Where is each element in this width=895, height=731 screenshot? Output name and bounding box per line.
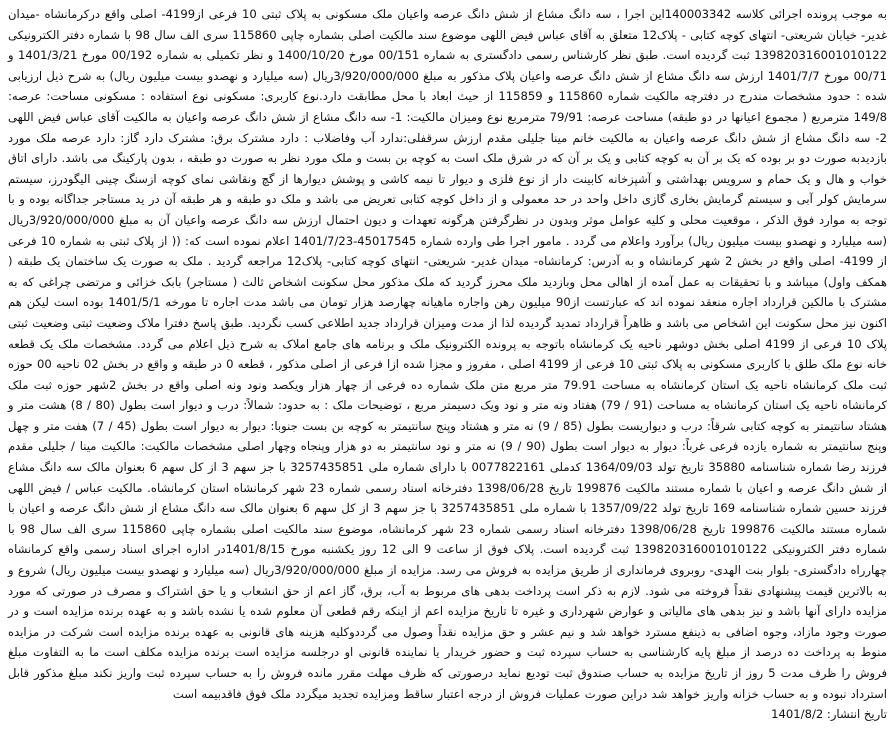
auction-notice-text: به موجب پرونده اجرائی کلاسه 140003342این اجرا ، سه دانگ مشاع از شش دانگ عرصه واعیان ملک مسکونی به پلاک ثبتی 10 فرعی از4199- اصلی واقع درکرمانشاه -میدان غدیر- خیابان شریعتی- انتهای کوچه کتابی - پلاک12 متعلق به آقای عباس فیض اللهی موضوع سند مالکیت اصلی بشماره چاپی 115860 سری الف سال 98 با شماره دفتر الکترونیکی 139820316001010122 ثبت گردیده است. طبق نظر کارشناس رسمی دادگستری به شماره 00/151 مورخ 1400/10/20 و نظر تکمیلی به شماره 00/192 مورخ 1401/3/21 و 00/71 مورخ 1401/7/7 ارزش سه دانگ مشاع از شش دانگ عرصه واعیان پلاک مذکور به مبلغ 3/920/000/000ریال (سه میلیارد و نهصدو بیست میلیون ریال) به شرح ذیل ارزیابی شده : حدود مشخصات مندرج در دفترچه مالکیت شماره 115860 و 115859 از حیث ابعاد با محل مطابقت دارد.نوع کاربری: مسکونی نوع استفاده : مسکونی مساحت: عرصه: 149/8 مترمربع ( مجموع اعیانها در دو طبقه) مساحت عرصه: 79/91 مترمربع نوع ومیزان مالکیت: 1- سه دانگ مشاع از شش دانگ عرصه واعیان به مالکیت آقای عباس فیض اللهی 2- سه دانگ مشاع از شش دانگ عرصه واعیان به مالکیت خانم مینا جلیلی مقدم ارزش سرقفلی:ندارد آب وفاضلاب : دارد مشترک برق: مشترک دارد گاز: دارد عرصه ملک مورد بازدیدبه صورت دو بر بوده که یک بر آن به کوچه کتابی و یک بر آن که در شرق ملک است به کوچه بن بست و ملک مورد نظر به صورت دو طبقه ، بدون پارکینگ می باشد. دارای اتاق خواب و هال و یک حمام و سرویس بهداشتی و آشپزخانه کابینت دار از نوع فلزی و دیوار تا نیمه کاشی و پوشش دیوارها از گچ ونقاشی نمای کوچه ازسنگ چینی الیگودرز، سیستم سرمایش کولر آبی و سیستم گرمایش بخاری گازی داخل واحد در حد معمولی و از داخل کوچه کتابی تعریض می باشد و ملک دو طبقه و هر طبقه آن در ید مستاجر جداگانه بوده و با توجه به موارد فوق الذکر ، موقعیت محلی و کلیه عوامل موثر وبدون در نظرگرفتن هرگونه تعهدات و دیون احتمال ارزش سه دانگ عرصه واعیان آن به مبلغ 3/920/000/000ریال (سه میلیارد و نهصدو بیست میلیون ریال) برآورد واعلام می گردد . مامور اجرا طی وارده شماره 45017545-1401/7/23 اعلام نموده است که: (( از پلاک ثبتی به شماره 10 فرعی از 4199- اصلی واقع در بخش 2 شهر کرمانشاه و به آدرس: کرمانشاه- میدان غدیر- شریعتی- انتهای کوچه کتابی- پلاک12 مراجعه گردید . ملک به صورت یک ساختمان یک طبقه ( همکف واول) میباشد و با تحقیقات به عمل آمده از اهالی محل وبازدید ملک محرز گردید که ملک مذکور محل سکونت اشخاص ثالث ( مستاجر) بابک خزائی و مرتضی چراغی که به مشترک با مالکین قرارداد اجاره منعقد نموده اند که عبارتست از90 میلیون رهن واجاره ماهیانه چهارصد هزار تومان می باشد مدت اجاره تا مورخه 1401/5/1 بوده است لیکن هم اکنون نیز محل سکونت این اشخاص می باشد و ظاهراً قرارداد تمدید گردیده لذا از مدت ومیزان قرارداد جدید اطلاعی کسب نگردید. طبق پاسخ دفترا ملاک وضعیت ثبتی وضعیت ثبتی پلاک 10 فرعی از 4199 اصلی بخش دوشهر ناحیه یک کرمانشاه باتوجه به پرونده الکترونیک ملک و برنامه های جامع املاک به شرح ذیل اعلام می گردد. مشخصات ملک یک قطعه خانه نوع ملک طلق با کاربری مسکونی به پلاک ثبتی 10 فرعی از 4199 اصلی ، مفروز و مجزا شده ازا فرعی از اصلی مذکور ، قطعه 0 در طبقه و واقع در بخش 02 ناحیه 00 حوزه ثبت ملک کرمانشاه ناحیه یک استان کرمانشاه به مساحت 79.91 متر مربع متن ملک شماره ده فرعی از چهار هزار ویکصد ونود ونه اصلی واقع در بخش 2شهر حوزه ثبت ملک کرمانشاه ناحیه یک استان کرمانشاه به مساحت (91 / 79) هفتاد ونه متر و نود ویک دسیمتر مربع ، توضیحات ملک : به حدود: شمالاً: درب و دیوار است بطول (80 / 8) هشت متر و هشتاد سانتیمتر به کوچه کتابی شرقاً: درب و دیواریست بطول (85 / 9) نه متر و هشتاد وپنج سانتیمتر به کوچه بن بست جنوبا: دیوار به دیوار است بطول (45 / 7) هفت متر و چهل وپنج سانتیمتر به شماره یازده فرعی غرباً: دیوار به دیوار است بطول (90 / 9) نه متر و نود سانتیمتر به دو هزار وپنجاه وچهار اصلی مشخصات مالکیت: مالکیت مینا / جلیلی مقدم فرزند رضا شماره شناسنامه 35880 تاریخ تولد 1364/09/03 کدملی 0077822161 با دارای شماره ملی 3257435851 با جز سهم 3 از کل سهم 6 بعنوان مالک سه دانگ مشاع از شش دانگ عرصه و اعیان با شماره مستند مالکیت 199876 تاریخ 1398/06/28 دفترخانه اسناد رسمی شماره 23 شهر کرمانشاه استان کرمانشاه. مالکیت عباس / فیض اللهی فرزند حسین شماره شناسنامه 169 تاریخ تولد 1357/09/22 با شماره ملی 3257435851 با جز سهم 3 از کل سهم 6 بعنوان مالک سه دانگ مشاع از شش دانگ عرصه و اعیان با شماره مستند مالکیت 199876 تاریخ 1398/06/28 دفترخانه اسناد رسمی شماره 23 شهر کرمانشاه، موضوع سند مالکیت اصلی بشماره چاپی 115860 سری الف سال 98 با شماره دفتر الکترونیکی 139820316001010122 ثبت گردیده است. پلاک فوق از ساعت 9 الی 12 روز یکشنبه مورخ 1401/8/15در اداره اجرای اسناد رسمی واقع کرمانشاه چهارراه دادگستری- بلوار بنت الهدی- روبروی فرمانداری از طریق مزایده به فروش می رسد. مزایده از مبلغ 3/920/000/000ریال (سه میلیارد و نهصدو بیست میلیون ریال) شروع و به بالاترین قیمت پیشنهادی نقداً فروخته می شود. لازم به ذکر است پرداخت بدهی های مربوط به آب، برق، گاز اعم از حق انشعاب و یا حق اشتراک و مصرف در صورتی که مورد مزایده دارای آنها باشد و نیز بدهی های مالیاتی و عوارض شهرداری و غیره تا تاریخ مزایده اعم از اینکه رقم قطعی آن معلوم شده یا نشده باشد و به عهده برنده مزایده است و در صورت وجود مازاد، وجوه اضافی به ذینفع مسترد خواهد شد و نیم عشر و حق مزایده نقداً وصول می گرددوکلیه هزینه های قانونی به عهده برنده مزایده است شرکت در مزایده منوط به پرداخت ده درصد از مبلغ پایه کارشناسی به حساب سپرده ثبت و حضور خریدار یا نماینده قانونی او درجلسه مزایده است برنده مزایده مکلف است ما به التفاوت مبلغ فروش را ظرف مدت 5 روز از تاریخ مزایده به حساب صندوق ثبت تودیع نماید درصورتی که ظرف مهلت مقرر مانده فروش را به حساب سپرده ثبت واریز نکند مبلغ مذکور قابل استرداد نبوده و به حساب خزانه واریز خواهد شد دراین صورت عملیات فروش از درجه اعتبار ساقط ومزایده تجدید میگردد ملک فوق فاقدبیمه است [8, 7, 888, 701]
publication-date: تاریخ انتشار: 1401/8/2 [771, 707, 887, 722]
